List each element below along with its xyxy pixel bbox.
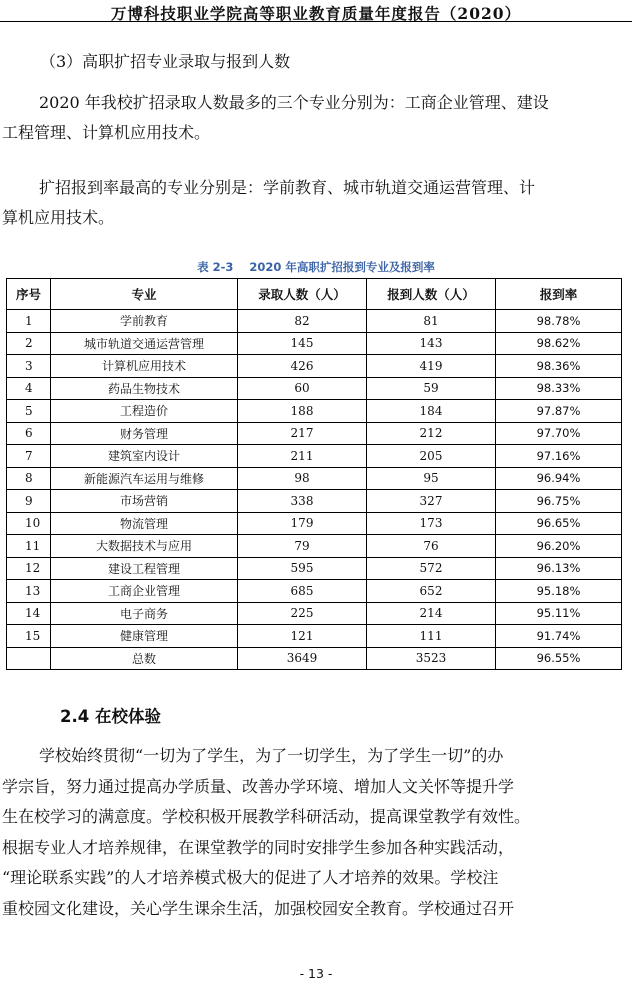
cell-admitted: 98: [238, 467, 367, 490]
table-row: [7, 377, 622, 400]
cell-rate: 98.36%: [496, 355, 622, 378]
cell-total-reported: 3523: [367, 647, 496, 670]
table-caption-title: 2020 年高职扩招报到专业及报到率: [249, 260, 435, 274]
cell-rate: 98.62%: [496, 332, 622, 355]
cell-rate: 95.11%: [496, 602, 622, 625]
cell-reported: 214: [367, 602, 496, 625]
cell-rate: 98.78%: [496, 310, 622, 333]
cell-admitted: 60: [238, 377, 367, 400]
cell-seq: 12: [7, 557, 51, 580]
cell-major: 健康管理: [51, 625, 238, 648]
cell-admitted: 685: [238, 580, 367, 603]
column-header-admitted: 录取人数（人）: [238, 279, 367, 310]
cell-reported: 173: [367, 512, 496, 535]
cell-admitted: 225: [238, 602, 367, 625]
cell-major: 建设工程管理: [51, 557, 238, 580]
cell-major: 电子商务: [51, 602, 238, 625]
cell-admitted: 82: [238, 310, 367, 333]
cell-reported: 212: [367, 422, 496, 445]
table-row: [7, 625, 622, 648]
paragraph-campus-experience: [2, 741, 624, 924]
cell-admitted: 595: [238, 557, 367, 580]
cell-reported: 572: [367, 557, 496, 580]
cell-reported: 419: [367, 355, 496, 378]
cell-seq: 9: [7, 490, 51, 513]
enrollment-table: [6, 278, 622, 670]
cell-seq: 3: [7, 355, 51, 378]
cell-seq: 11: [7, 535, 51, 558]
cell-rate: 95.18%: [496, 580, 622, 603]
cell-seq: 5: [7, 400, 51, 423]
cell-admitted: 217: [238, 422, 367, 445]
cell-reported: 143: [367, 332, 496, 355]
cell-major: 建筑室内设计: [51, 445, 238, 468]
paragraph-line: 学校始终贯彻“一切为了学生，为了一切学生，为了学生一切”的办: [39, 746, 504, 765]
cell-rate: 98.33%: [496, 377, 622, 400]
table-row: [7, 535, 622, 558]
cell-reported: 652: [367, 580, 496, 603]
cell-rate: 96.13%: [496, 557, 622, 580]
cell-major: 工商企业管理: [51, 580, 238, 603]
cell-total-rate: 96.55%: [496, 647, 622, 670]
paragraph-line: 生在校学习的满意度。学校积极开展教学科研活动，提高课堂教学有效性。: [2, 807, 531, 826]
cell-admitted: 188: [238, 400, 367, 423]
cell-rate: 96.65%: [496, 512, 622, 535]
cell-reported: 205: [367, 445, 496, 468]
paragraph-line: 算机应用技术。: [2, 208, 115, 227]
cell-seq: 14: [7, 602, 51, 625]
table-row: [7, 332, 622, 355]
cell-major: 计算机应用技术: [51, 355, 238, 378]
cell-seq: 15: [7, 625, 51, 648]
paragraph-admission-summary: [2, 88, 624, 148]
cell-major: 城市轨道交通运营管理: [51, 332, 238, 355]
table-caption-number: 表 2-3: [197, 260, 234, 274]
cell-seq: 10: [7, 512, 51, 535]
table-row: [7, 445, 622, 468]
cell-seq: 6: [7, 422, 51, 445]
subheading: （3）高职扩招专业录取与报到人数: [40, 52, 291, 71]
cell-rate: 91.74%: [496, 625, 622, 648]
cell-seq: 4: [7, 377, 51, 400]
table-row: [7, 355, 622, 378]
paragraph-line: 2020 年我校扩招录取人数最多的三个专业分别为：工商企业管理、建设: [39, 93, 549, 112]
paragraph-line: 根据专业人才培养规律，在课堂教学的同时安排学生参加各种实践活动，: [2, 837, 515, 857]
table-row: [7, 580, 622, 603]
column-header-seq: 序号: [7, 279, 51, 310]
cell-major: 大数据技术与应用: [51, 535, 238, 558]
cell-seq: 8: [7, 467, 51, 490]
cell-admitted: 121: [238, 625, 367, 648]
cell-major: 新能源汽车运用与维修: [51, 467, 238, 490]
table-row: [7, 490, 622, 513]
cell-rate: 97.16%: [496, 445, 622, 468]
header-divider: [0, 21, 632, 22]
cell-admitted: 338: [238, 490, 367, 513]
table-header-row: [7, 279, 622, 310]
cell-total-label: 总数: [51, 647, 238, 670]
cell-reported: 95: [367, 467, 496, 490]
paragraph-line: 重校园文化建设，关心学生课余生活，加强校园安全教育。学校通过召开: [2, 898, 515, 918]
paragraph-line: 学宗旨，努力通过提高办学质量、改善办学环境、增加人文关怀等提升学: [2, 776, 515, 796]
cell-rate: 96.75%: [496, 490, 622, 513]
column-header-rate: 报到率: [496, 279, 622, 310]
column-header-major: 专业: [51, 279, 238, 310]
cell-seq: 13: [7, 580, 51, 603]
cell-admitted: 211: [238, 445, 367, 468]
cell-major: 工程造价: [51, 400, 238, 423]
cell-seq: [7, 647, 51, 670]
table-caption: [0, 259, 632, 275]
paragraph-report-rate-summary: [2, 173, 624, 233]
section-heading: 2.4 在校体验: [60, 707, 161, 726]
cell-major: 药品生物技术: [51, 377, 238, 400]
cell-rate: 97.87%: [496, 400, 622, 423]
cell-seq: 7: [7, 445, 51, 468]
cell-major: 学前教育: [51, 310, 238, 333]
cell-reported: 184: [367, 400, 496, 423]
table-row: [7, 467, 622, 490]
cell-reported: 327: [367, 490, 496, 513]
cell-rate: 96.20%: [496, 535, 622, 558]
cell-rate: 96.94%: [496, 467, 622, 490]
cell-seq: 1: [7, 310, 51, 333]
cell-admitted: 79: [238, 535, 367, 558]
report-header-title: 万博科技职业学院高等职业教育质量年度报告（2020）: [110, 4, 522, 23]
cell-admitted: 179: [238, 512, 367, 535]
page-number: - 13 -: [299, 966, 333, 981]
cell-reported: 111: [367, 625, 496, 648]
cell-major: 市场营销: [51, 490, 238, 513]
cell-reported: 59: [367, 377, 496, 400]
table-row: [7, 400, 622, 423]
paragraph-line: “理论联系实践”的人才培养模式极大的促进了人才培养的效果。学校注: [2, 868, 499, 887]
table-row: [7, 310, 622, 333]
table-row: [7, 557, 622, 580]
cell-rate: 97.70%: [496, 422, 622, 445]
paragraph-line: 工程管理、计算机应用技术。: [2, 123, 211, 142]
table-row: [7, 512, 622, 535]
paragraph-line: 扩招报到率最高的专业分别是：学前教育、城市轨道交通运营管理、计: [39, 178, 536, 197]
cell-seq: 2: [7, 332, 51, 355]
cell-major: 财务管理: [51, 422, 238, 445]
table-row: [7, 422, 622, 445]
table-row: [7, 602, 622, 625]
cell-major: 物流管理: [51, 512, 238, 535]
cell-admitted: 145: [238, 332, 367, 355]
table-total-row: [7, 647, 622, 670]
cell-reported: 76: [367, 535, 496, 558]
cell-admitted: 426: [238, 355, 367, 378]
column-header-reported: 报到人数（人）: [367, 279, 496, 310]
cell-total-admitted: 3649: [238, 647, 367, 670]
cell-reported: 81: [367, 310, 496, 333]
